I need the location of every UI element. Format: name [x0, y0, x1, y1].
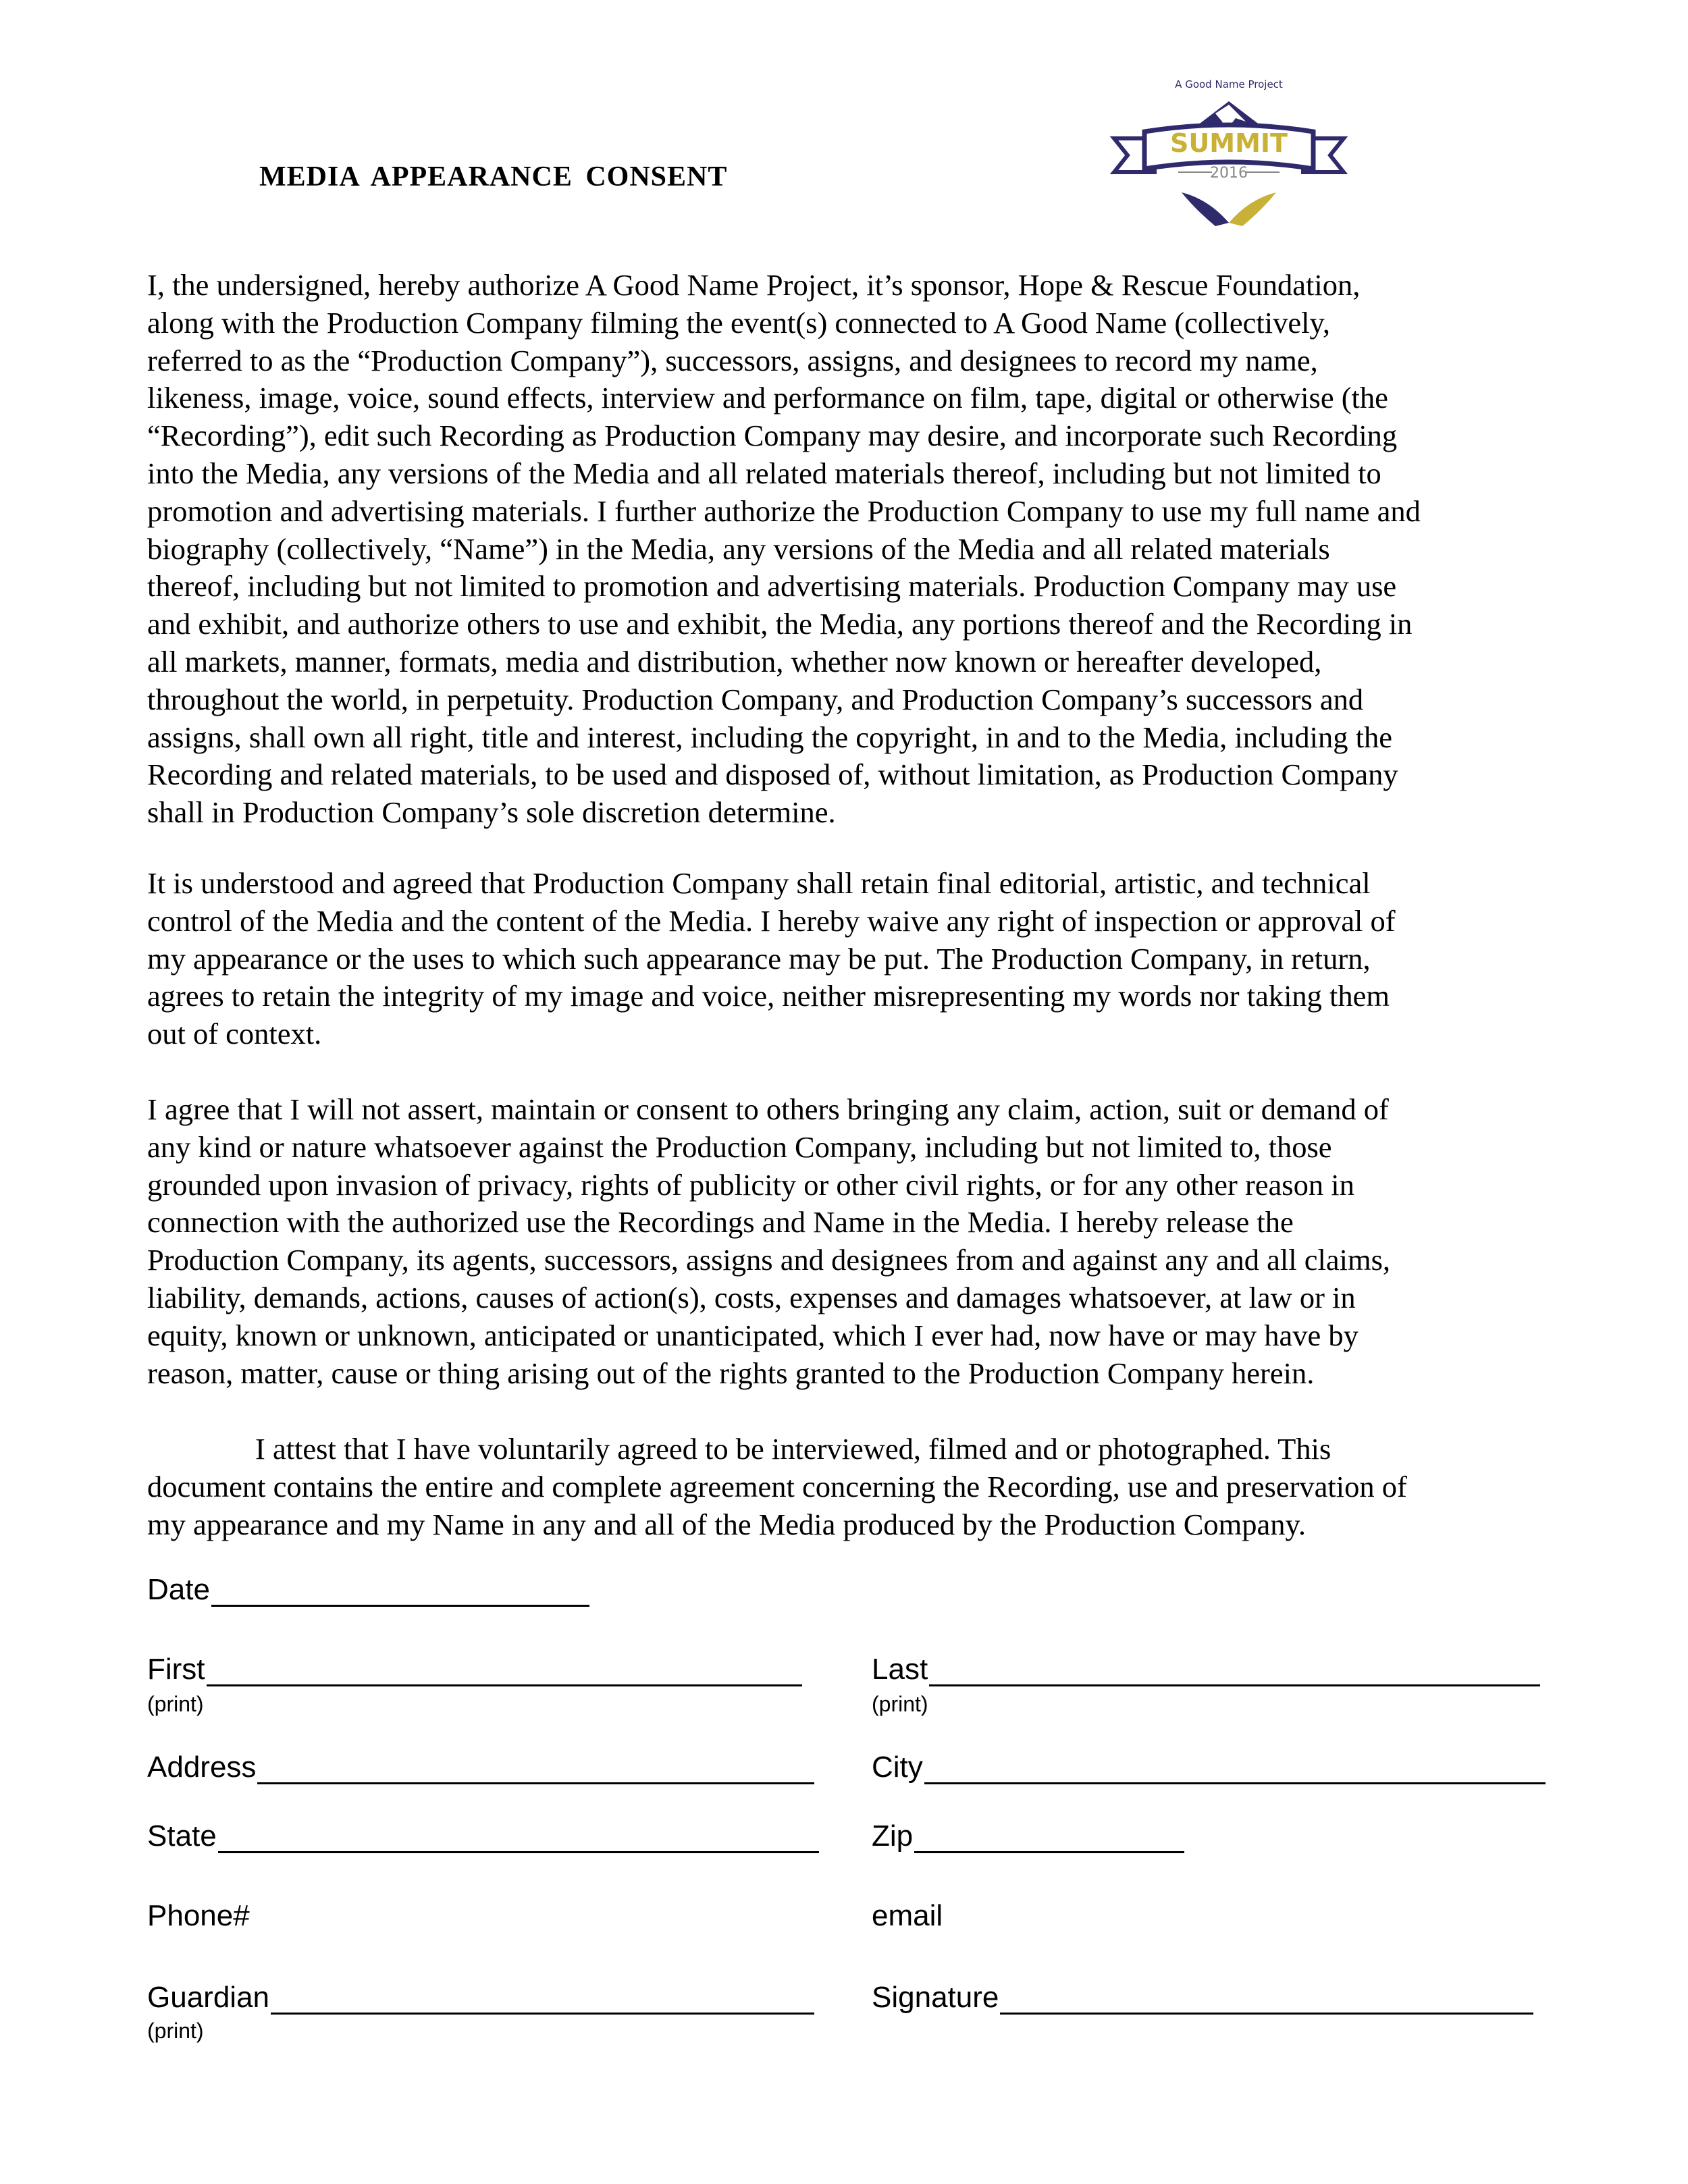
page-title: MEDIA APPEARANCE CONSENT [259, 161, 728, 192]
paragraph-line: “Recording”), edit such Recording as Production Company may desire, and incorporate such Recording [147, 419, 1398, 453]
email-label: email [872, 1899, 943, 1932]
first-name-line[interactable] [207, 1660, 802, 1686]
email-field[interactable] [872, 1899, 943, 1933]
address-line[interactable] [257, 1758, 814, 1784]
paragraph-line: throughout the world, in perpetuity. Production Company, and Production Company’s successors and [147, 682, 1364, 716]
paragraph-line: promotion and advertising materials. I further authorize the Production Company to use my full name and [147, 494, 1421, 528]
phone-label: Phone# [147, 1899, 250, 1932]
paragraph-line: I, the undersigned, hereby authorize A Good Name Project, it’s sponsor, Hope & Rescue Foundation, [147, 268, 1361, 302]
first-name-label: First [147, 1653, 205, 1686]
last-name-field[interactable] [872, 1653, 1540, 1686]
paragraph-line: Recording and related materials, to be used and disposed of, without limitation, as Production Company [147, 757, 1398, 792]
paragraph-line: referred to as the “Production Company”), successors, assigns, and designees to record my name, [147, 343, 1318, 377]
state-label: State [147, 1819, 217, 1853]
paragraph-line: thereof, including but not limited to promotion and advertising materials. Production Company may use [147, 569, 1397, 604]
state-field[interactable] [147, 1819, 819, 1853]
paragraph-editorial-control [147, 865, 1396, 1053]
signature-label: Signature [872, 1981, 999, 2014]
last-name-line[interactable] [929, 1660, 1540, 1686]
paragraph-line: It is understood and agreed that Production Company shall retain final editorial, artistic, and technical [147, 866, 1371, 900]
logo-org-text: A Good Name Project [1175, 78, 1283, 90]
guardian-line[interactable] [271, 1988, 814, 2015]
paragraph-line: shall in Production Company’s sole discretion determine. [147, 795, 836, 830]
signature-field[interactable] [872, 1981, 1533, 2015]
city-field[interactable] [872, 1751, 1546, 1784]
paragraph-line: grounded upon invasion of privacy, rights of publicity or other civil rights, or for any other reason in [147, 1167, 1354, 1202]
date-field[interactable] [147, 1573, 589, 1607]
paragraph-line: all markets, manner, formats, media and distribution, whether now known or hereafter developed, [147, 644, 1322, 678]
zip-label: Zip [872, 1819, 914, 1853]
paragraph-line: connection with the authorized use the Recordings and Name in the Media. I hereby release the [147, 1205, 1294, 1240]
paragraph-line: equity, known or unknown, anticipated or unanticipated, which I ever had, now have or may have by [147, 1318, 1359, 1352]
signature-line[interactable] [1000, 1988, 1533, 2015]
city-line[interactable] [924, 1758, 1546, 1784]
paragraph-attestation [147, 1431, 1407, 1543]
paragraph-line: I agree that I will not assert, maintain or consent to others bringing any claim, action, suit or demand of [147, 1092, 1389, 1126]
paragraph-line: my appearance and my Name in any and all of the Media produced by the Production Company. [147, 1507, 1307, 1541]
city-label: City [872, 1751, 923, 1784]
guardian-print-note: (print) [147, 2019, 204, 2043]
guardian-label: Guardian [147, 1981, 270, 2014]
paragraph-release [147, 1091, 1390, 1392]
last-name-label: Last [872, 1653, 928, 1686]
paragraph-line: I attest that I have voluntarily agreed to be interviewed, filmed and or photographed. This [255, 1432, 1331, 1466]
paragraph-line: agrees to retain the integrity of my image and voice, neither misrepresenting my words nor taking them [147, 979, 1390, 1013]
paragraph-line: biography (collectively, “Name”) in the Media, any versions of the Media and all related materials [147, 531, 1330, 566]
paragraph-line: out of context. [147, 1017, 322, 1051]
date-line[interactable] [211, 1580, 589, 1607]
paragraph-line: liability, demands, actions, causes of action(s), costs, expenses and damages whatsoever, at law or in [147, 1280, 1356, 1314]
date-label: Date [147, 1573, 210, 1606]
summit-logo [1107, 74, 1350, 236]
guardian-field[interactable] [147, 1981, 814, 2015]
logo-year-text: 2016 [1210, 165, 1248, 182]
phone-field[interactable] [147, 1899, 250, 1933]
zip-line[interactable] [914, 1827, 1184, 1853]
first-name-field[interactable] [147, 1653, 802, 1686]
paragraph-line: along with the Production Company filming the event(s) connected to A Good Name (collectively, [147, 305, 1330, 340]
last-print-note: (print) [872, 1692, 928, 1716]
paragraph-line: Production Company, its agents, successors, assigns and designees from and against any and all claims, [147, 1243, 1391, 1277]
state-line[interactable] [218, 1827, 819, 1853]
paragraph-line: into the Media, any versions of the Media and all related materials thereof, including but not limited to [147, 456, 1381, 490]
summit-emblem-icon [1107, 74, 1350, 236]
paragraph-line: any kind or nature whatsoever against the Production Company, including but not limited to, those [147, 1129, 1332, 1164]
logo-name-text: SUMMIT [1170, 128, 1288, 158]
address-field[interactable] [147, 1751, 814, 1784]
paragraph-line: likeness, image, voice, sound effects, interview and performance on film, tape, digital or otherwise (the [147, 381, 1388, 415]
zip-field[interactable] [872, 1819, 1184, 1853]
paragraph-authorization [147, 267, 1421, 832]
paragraph-line: reason, matter, cause or thing arising out of the rights granted to the Production Company herein. [147, 1356, 1315, 1390]
paragraph-line: control of the Media and the content of the Media. I hereby waive any right of inspection or approval of [147, 903, 1396, 938]
paragraph-line: document contains the entire and complete agreement concerning the Recording, use and preservation of [147, 1469, 1407, 1503]
address-label: Address [147, 1751, 257, 1784]
paragraph-line: and exhibit, and authorize others to use and exhibit, the Media, any portions thereof and the Recording in [147, 607, 1413, 641]
first-print-note: (print) [147, 1692, 204, 1716]
paragraph-line: assigns, shall own all right, title and interest, including the copyright, in and to the Media, including the [147, 720, 1392, 754]
paragraph-line: my appearance or the uses to which such appearance may be put. The Production Company, in return, [147, 941, 1371, 976]
